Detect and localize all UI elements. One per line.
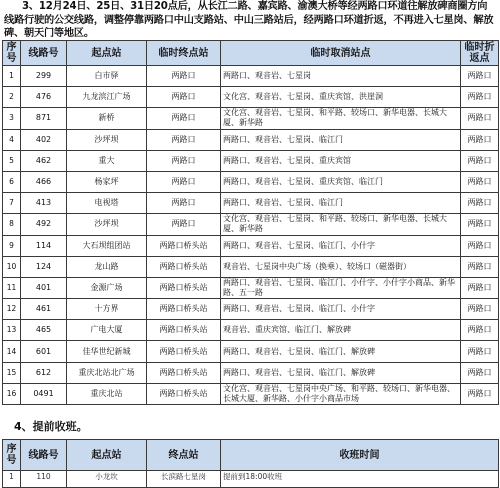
- cell-turnaround: 两路口: [461, 171, 499, 192]
- cell-start: 九龙滨江广场: [67, 87, 147, 108]
- cell-cancelled-stops: 文化宫、观音岩、七星岗、和平路、较场口、新华电器、长城大厦、新华路: [221, 108, 461, 129]
- cell-temp-terminal: 两路口桥头站: [147, 235, 221, 256]
- cell-index: 5: [3, 150, 21, 171]
- table-row: [3, 214, 499, 235]
- cell-route: 465: [21, 320, 67, 341]
- header-turnaround: 临时折返点: [461, 41, 499, 66]
- cell-index: 11: [3, 277, 21, 298]
- table-row: [3, 256, 499, 277]
- cell-index: 1: [3, 471, 21, 488]
- cell-temp-terminal: 两路口: [147, 108, 221, 129]
- cell-cancelled-stops: 两路口、观音岩、七星岗、临江门: [221, 193, 461, 214]
- cell-route: 124: [21, 256, 67, 277]
- table-row: [3, 320, 499, 341]
- cell-start: 小龙坎: [67, 471, 147, 488]
- header-index: 序号: [3, 41, 21, 66]
- cell-index: 12: [3, 299, 21, 320]
- cell-turnaround: 两路口: [461, 214, 499, 235]
- section-heading: 4、提前收班。: [14, 420, 88, 433]
- cell-index: 8: [3, 214, 21, 235]
- cell-temp-terminal: 两路口桥头站: [147, 362, 221, 383]
- cell-temp-terminal: 两路口桥头站: [147, 383, 221, 404]
- cell-cancelled-stops: 文化宫、观音岩、七星岗、和平路、较场口、新华电器、长城大厦、新华路: [221, 214, 461, 235]
- header-index: 序号: [3, 440, 21, 471]
- cell-turnaround: 两路口: [461, 277, 499, 298]
- cell-turnaround: 两路口: [461, 320, 499, 341]
- table-row: [3, 235, 499, 256]
- cell-temp-terminal: 两路口桥头站: [147, 299, 221, 320]
- cell-cancelled-stops: 两路口、观音岩、七星岗、重庆宾馆、临江门: [221, 171, 461, 192]
- table-row: [3, 129, 499, 150]
- cell-turnaround: 两路口: [461, 299, 499, 320]
- cell-temp-terminal: 两路口: [147, 129, 221, 150]
- cell-cancelled-stops: 两路口、观音岩、七星岗、临江门、小什字、小什字小商品、新华路、五一路: [221, 277, 461, 298]
- header-end: 终点站: [147, 440, 221, 471]
- cell-index: 15: [3, 362, 21, 383]
- cell-start: 龙山路: [67, 256, 147, 277]
- table-row: [3, 87, 499, 108]
- cell-route: 601: [21, 341, 67, 362]
- cell-closing-time: 提前到18:00收班: [221, 471, 499, 488]
- header-start: 起点站: [67, 440, 147, 471]
- cell-index: 9: [3, 235, 21, 256]
- cell-index: 13: [3, 320, 21, 341]
- table-row: [3, 299, 499, 320]
- cell-temp-terminal: 两路口桥头站: [147, 320, 221, 341]
- route-adjustment-table: [2, 40, 499, 405]
- cell-route: 461: [21, 299, 67, 320]
- table-header-row: [3, 440, 499, 471]
- cell-turnaround: 两路口: [461, 150, 499, 171]
- cell-index: 14: [3, 341, 21, 362]
- cell-cancelled-stops: 两路口、观音岩、七星岗、临江门、小什字: [221, 299, 461, 320]
- cell-temp-terminal: 两路口: [147, 150, 221, 171]
- cell-cancelled-stops: 两路口、观音岩、七星岗、临江门、小什字: [221, 235, 461, 256]
- cell-start: 新桥: [67, 108, 147, 129]
- header-closing-time: 收班时间: [221, 440, 499, 471]
- cell-start: 广电大厦: [67, 320, 147, 341]
- cell-start: 重庆北站北广场: [67, 362, 147, 383]
- cell-start: 沙坪坝: [67, 214, 147, 235]
- cell-start: 重庆北站: [67, 383, 147, 404]
- table-row: [3, 108, 499, 129]
- header-start: 起点站: [67, 41, 147, 66]
- cell-temp-terminal: 两路口: [147, 66, 221, 87]
- cell-turnaround: 两路口: [461, 362, 499, 383]
- cell-cancelled-stops: 两路口、观音岩、七星岗: [221, 66, 461, 87]
- cell-index: 1: [3, 66, 21, 87]
- cell-cancelled-stops: 两路口、观音岩、七星岗、临江门、解放碑: [221, 362, 461, 383]
- cell-route: 110: [21, 471, 67, 488]
- cell-route: 402: [21, 129, 67, 150]
- cell-index: 10: [3, 256, 21, 277]
- cell-start: 电视塔: [67, 193, 147, 214]
- cell-turnaround: 两路口: [461, 383, 499, 404]
- cell-start: 重大: [67, 150, 147, 171]
- cell-cancelled-stops: 两路口、观音岩、七星岗、临江门、解放碑: [221, 341, 461, 362]
- cell-temp-terminal: 两路口桥头站: [147, 277, 221, 298]
- cell-cancelled-stops: 两路口、观音岩、七星岗、临江门: [221, 129, 461, 150]
- header-temp-terminal: 临时终点站: [147, 41, 221, 66]
- cell-turnaround: 两路口: [461, 87, 499, 108]
- table-row: [3, 383, 499, 404]
- cell-start: 白市驿: [67, 66, 147, 87]
- cell-route: 114: [21, 235, 67, 256]
- cell-index: 16: [3, 383, 21, 404]
- cell-start: 沙坪坝: [67, 129, 147, 150]
- table-header-row: [3, 41, 499, 66]
- cell-turnaround: 两路口: [461, 108, 499, 129]
- cell-start: 大石坝组团站: [67, 235, 147, 256]
- table-row: [3, 471, 499, 488]
- cell-start: 佳华世纪新城: [67, 341, 147, 362]
- cell-route: 413: [21, 193, 67, 214]
- cell-turnaround: 两路口: [461, 341, 499, 362]
- cell-cancelled-stops: 观音岩、重庆宾馆、临江门、解放碑: [221, 320, 461, 341]
- cell-route: 612: [21, 362, 67, 383]
- cell-route: 466: [21, 171, 67, 192]
- header-route: 线路号: [21, 440, 67, 471]
- cell-route: 492: [21, 214, 67, 235]
- cell-index: 7: [3, 193, 21, 214]
- cell-start: 金源广场: [67, 277, 147, 298]
- cell-start: 杨家坪: [67, 171, 147, 192]
- header-route: 线路号: [21, 41, 67, 66]
- table-row: [3, 193, 499, 214]
- table-row: [3, 362, 499, 383]
- table-row: [3, 66, 499, 87]
- early-closing-table: [2, 439, 499, 488]
- cell-cancelled-stops: 两路口、观音岩、七星岗、重庆宾馆: [221, 150, 461, 171]
- cell-turnaround: 两路口: [461, 235, 499, 256]
- cell-route: 401: [21, 277, 67, 298]
- cell-temp-terminal: 两路口: [147, 214, 221, 235]
- cell-cancelled-stops: 文化宫、观音岩、七星岗中央广场、和平路、较场口、新华电器、长城大厦、新华路、小什字小商品市场: [221, 383, 461, 404]
- cell-cancelled-stops: 文化宫、观音岩、七星岗、重庆宾馆、洪崖洞: [221, 87, 461, 108]
- cell-route: 299: [21, 66, 67, 87]
- cell-start: 十方界: [67, 299, 147, 320]
- cell-temp-terminal: 两路口桥头站: [147, 341, 221, 362]
- table-row: [3, 277, 499, 298]
- table-body: [3, 471, 499, 488]
- header-cancelled-stops: 临时取消站点: [221, 41, 461, 66]
- cell-temp-terminal: 两路口桥头站: [147, 256, 221, 277]
- cell-index: 3: [3, 108, 21, 129]
- cell-temp-terminal: 两路口: [147, 87, 221, 108]
- cell-route: 0491: [21, 383, 67, 404]
- cell-route: 462: [21, 150, 67, 171]
- table-body: [3, 66, 499, 405]
- cell-cancelled-stops: 观音岩、七星岗中央广场（换乘）、较场口（磁器街）: [221, 256, 461, 277]
- cell-index: 4: [3, 129, 21, 150]
- intro-paragraph: 3、12月24日、25日、31日20点后，从长江二路、嘉宾路、渝澳大桥等经两路口环道往解放碑商圈方向线路行驶的公交线路，调整停靠两路口中山支路站、中山三路站后，经两路口环道折返，不再进入七星岗、解放碑、朝天门等地区。: [4, 1, 494, 40]
- cell-turnaround: 两路口: [461, 66, 499, 87]
- cell-index: 6: [3, 171, 21, 192]
- cell-index: 2: [3, 87, 21, 108]
- cell-turnaround: 两路口: [461, 193, 499, 214]
- cell-turnaround: 两路口: [461, 129, 499, 150]
- table-row: [3, 341, 499, 362]
- cell-temp-terminal: 两路口: [147, 171, 221, 192]
- cell-end: 长滨路七星岗: [147, 471, 221, 488]
- cell-turnaround: 两路口: [461, 256, 499, 277]
- table-row: [3, 171, 499, 192]
- table-row: [3, 150, 499, 171]
- cell-route: 871: [21, 108, 67, 129]
- cell-temp-terminal: 两路口: [147, 193, 221, 214]
- cell-route: 476: [21, 87, 67, 108]
